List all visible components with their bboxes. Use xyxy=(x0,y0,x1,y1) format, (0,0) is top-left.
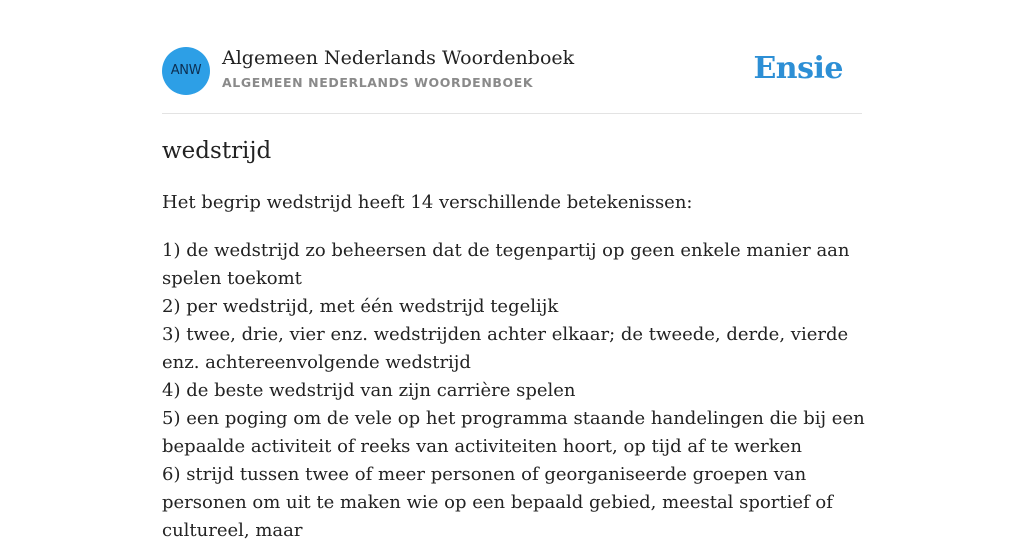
meaning-item: 5) een poging om de vele op het programma staande handelingen die bij een bepaalde activiteit of reeks van activiteiten hoort, op tijd af te werken xyxy=(162,408,865,457)
header-divider xyxy=(162,113,862,114)
entry-intro: Het begrip wedstrijd heeft 14 verschillende betekenissen: xyxy=(162,192,693,213)
source-subtitle: ALGEMEEN NEDERLANDS WOORDENBOEK xyxy=(222,75,534,90)
meaning-item: 6) strijd tussen twee of meer personen of georganiseerde groepen van personen om uit te maken wie op een bepaald gebied, meestal sportief of cultureel, maar xyxy=(162,464,833,541)
brand-logo-link[interactable]: Ensie xyxy=(753,51,843,86)
meaning-item: 1) de wedstrijd zo beheersen dat de tegenpartij op geen enkele manier aan spelen toekomt xyxy=(162,240,850,289)
meaning-item: 3) twee, drie, vier enz. wedstrijden achter elkaar; de tweede, derde, vierde enz. achtereenvolgende wedstrijd xyxy=(162,324,849,373)
meaning-item: 2) per wedstrijd, met één wedstrijd tegelijk xyxy=(162,296,559,317)
header xyxy=(162,47,862,95)
source-title[interactable]: Algemeen Nederlands Woordenboek xyxy=(222,47,575,69)
meaning-item: 4) de beste wedstrijd van zijn carrière spelen xyxy=(162,380,576,401)
meanings-list xyxy=(162,237,868,545)
entry-word: wedstrijd xyxy=(162,138,272,164)
source-logo[interactable]: ANW xyxy=(162,47,210,95)
